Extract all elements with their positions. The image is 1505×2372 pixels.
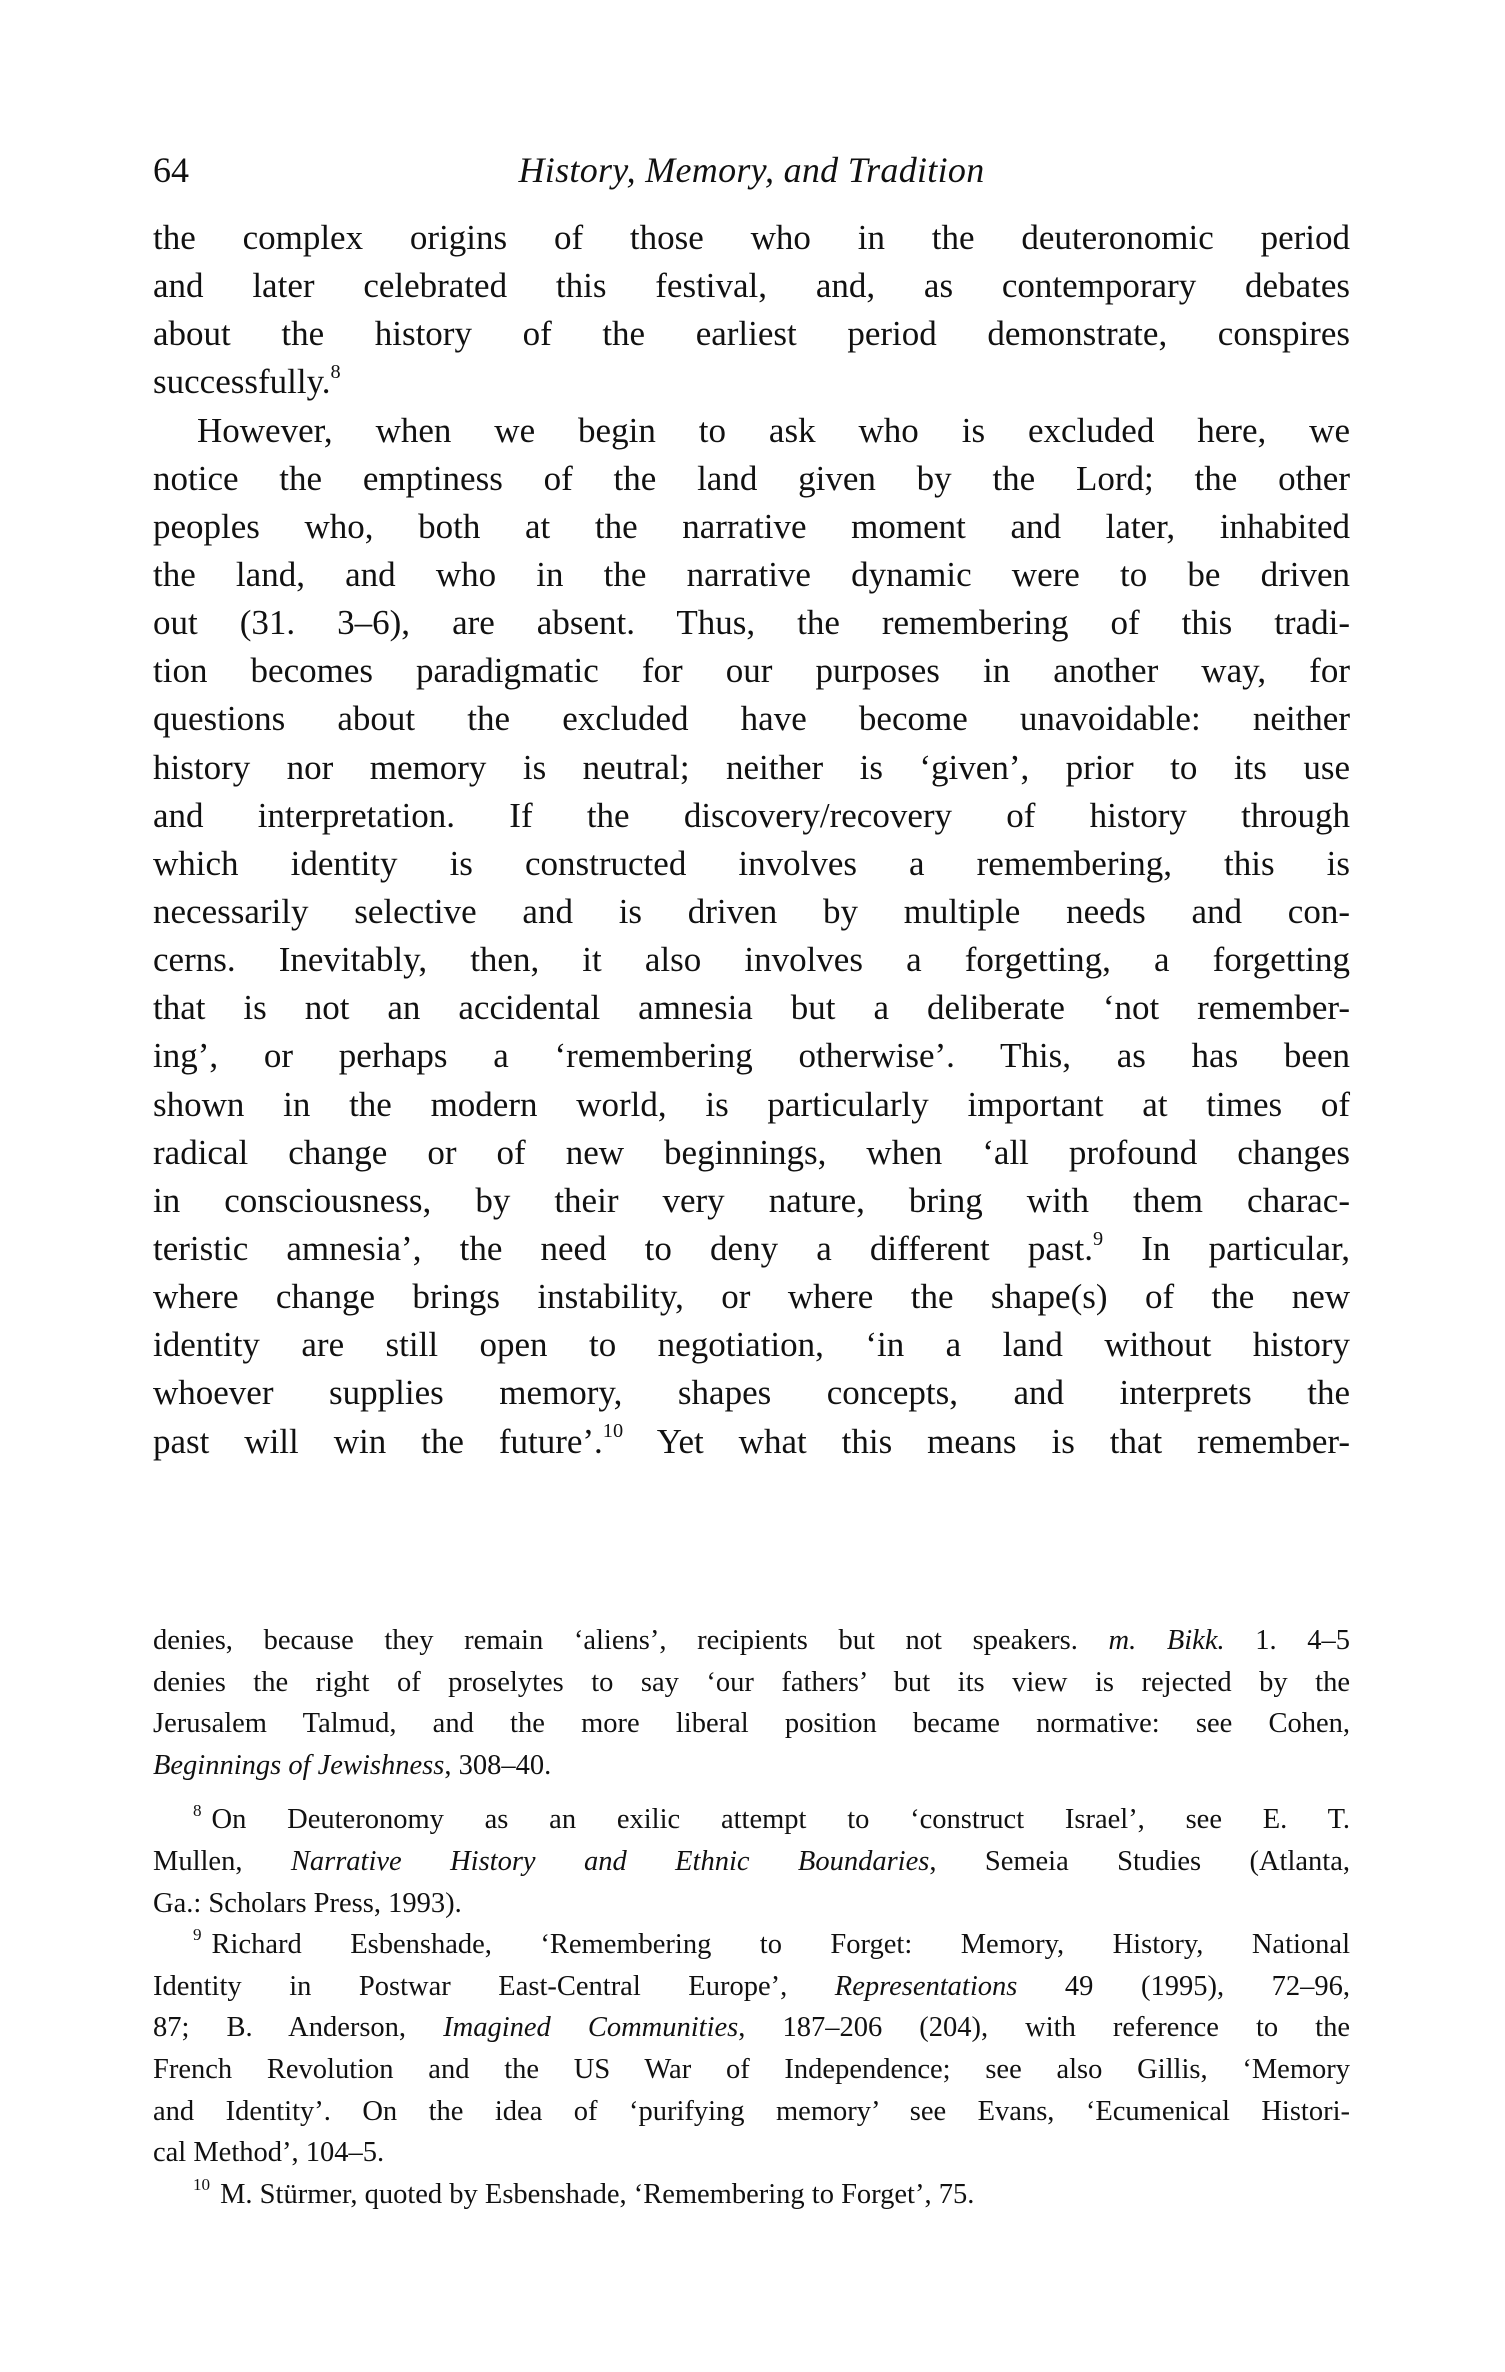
text-run: M. Stürmer, quoted by Esbenshade, ‘Remembering to Forget’, 75. bbox=[220, 2178, 975, 2210]
footnote-line bbox=[153, 1745, 1350, 1787]
body-line bbox=[153, 1369, 1350, 1417]
body-line bbox=[153, 1081, 1350, 1129]
text-run: 1. 4–5 bbox=[1224, 1625, 1350, 1656]
footnote-ref: 9 bbox=[193, 1925, 202, 1945]
italic-title: Imagined Communities bbox=[443, 2012, 739, 2044]
text-run: Yet what this means is that remember- bbox=[623, 1421, 1350, 1461]
text-run: where change brings instability, or where the shape(s) of the new bbox=[153, 1277, 1350, 1317]
text-run: and later celebrated this festival, and, as contemporary debates bbox=[153, 266, 1350, 306]
body-line bbox=[153, 214, 1350, 262]
text-run: and Identity’. On the idea of ‘purifying memory’ see Evans, ‘Ecumenical Histori- bbox=[153, 2095, 1350, 2127]
text-run: questions about the excluded have become unavoidable: neither bbox=[153, 699, 1350, 739]
text-run: 49 (1995), 72–96, bbox=[1017, 1970, 1350, 2002]
text-run: 87; B. Anderson, bbox=[153, 2012, 444, 2044]
footnote-line bbox=[153, 1662, 1350, 1704]
text-run: which identity is constructed involves a remembering, this is bbox=[153, 843, 1350, 883]
body-line bbox=[153, 262, 1350, 310]
italic-title: Narrative History and Ethnic Boundaries bbox=[290, 1845, 930, 1877]
body-line bbox=[153, 407, 1350, 455]
text-run: Richard Esbenshade, ‘Remembering to Forget: Memory, History, National bbox=[211, 1929, 1350, 1961]
footnote-line bbox=[153, 2174, 1350, 2216]
footnote-9 bbox=[153, 1924, 1350, 2174]
text-run: cerns. Inevitably, then, it also involves a forgetting, a forgetting bbox=[153, 940, 1350, 980]
footnote-ref: 10 bbox=[602, 1420, 624, 1443]
footnote-continued bbox=[153, 1620, 1350, 1786]
text-run: identity are still open to negotiation, ‘in a land without history bbox=[153, 1325, 1350, 1365]
body-line bbox=[153, 1129, 1350, 1177]
text-run: denies, because they remain ‘aliens’, recipients but not speakers. bbox=[153, 1625, 1109, 1656]
text-run: However, when we begin to ask who is excluded here, we bbox=[197, 410, 1350, 450]
footnote-line bbox=[153, 1924, 1350, 1966]
footnote-spacer bbox=[153, 1786, 1350, 1799]
text-run: radical change or of new beginnings, when ‘all profound changes bbox=[153, 1132, 1350, 1172]
text-run: out (31. 3–6), are absent. Thus, the remembering of this tradi- bbox=[153, 603, 1350, 643]
body-text bbox=[153, 214, 1350, 1466]
text-run: denies the right of proselytes to say ‘our fathers’ but its view is rejected by the bbox=[153, 1666, 1350, 1698]
body-line bbox=[153, 1273, 1350, 1321]
body-line bbox=[153, 840, 1350, 888]
text-run: necessarily selective and is driven by multiple needs and con- bbox=[153, 891, 1350, 931]
text-run: Jerusalem Talmud, and the more liberal position became normative: see Cohen, bbox=[153, 1708, 1350, 1740]
text-run: successfully. bbox=[153, 362, 331, 402]
italic-title: Representations bbox=[834, 1970, 1018, 2002]
body-line bbox=[153, 310, 1350, 358]
body-line bbox=[153, 888, 1350, 936]
footnote-line bbox=[153, 1966, 1350, 2008]
running-head bbox=[153, 148, 1350, 192]
body-line bbox=[153, 695, 1350, 743]
text-run: cal Method’, 104–5. bbox=[153, 2137, 385, 2169]
body-line bbox=[153, 1321, 1350, 1369]
footnote-line bbox=[153, 1799, 1350, 1841]
text-run: notice the emptiness of the land given by the Lord; the other bbox=[153, 458, 1350, 498]
text-run: , 187–206 (204), with reference to the bbox=[738, 2012, 1350, 2044]
body-line bbox=[153, 936, 1350, 984]
text-run: that is not an accidental amnesia but a deliberate ‘not remember- bbox=[153, 988, 1350, 1028]
footnotes bbox=[153, 1620, 1350, 2215]
text-run: whoever supplies memory, shapes concepts, and interprets the bbox=[153, 1373, 1350, 1413]
body-line bbox=[153, 647, 1350, 695]
italic-title: Beginnings of Jewishness bbox=[153, 1749, 445, 1781]
text-run: peoples who, both at the narrative moment and later, inhabited bbox=[153, 506, 1350, 546]
text-run: , 308–40. bbox=[444, 1749, 552, 1781]
footnote-line bbox=[153, 1841, 1350, 1883]
footnote-line bbox=[153, 2049, 1350, 2091]
running-head-title: History, Memory, and Tradition bbox=[518, 150, 985, 190]
text-run: shown in the modern world, is particularly important at times of bbox=[153, 1084, 1350, 1124]
text-run: In particular, bbox=[1103, 1228, 1351, 1268]
text-run: On Deuteronomy as an exilic attempt to ‘construct Israel’, see E. T. bbox=[211, 1804, 1350, 1836]
body-line bbox=[153, 1225, 1350, 1273]
text-run: French Revolution and the US War of Independence; see also Gillis, ‘Memory bbox=[153, 2053, 1350, 2085]
text-run: , Semeia Studies (Atlanta, bbox=[929, 1845, 1350, 1877]
footnote-ref: 8 bbox=[193, 1800, 202, 1820]
footnote-line bbox=[153, 2007, 1350, 2049]
text-run: Ga.: Scholars Press, 1993). bbox=[153, 1887, 462, 1919]
footnote-line bbox=[153, 1883, 1350, 1925]
text-run: the complex origins of those who in the deuteronomic period bbox=[153, 218, 1350, 257]
footnote-8 bbox=[153, 1799, 1350, 1924]
text-run: history nor memory is neutral; neither is ‘given’, prior to its use bbox=[153, 747, 1350, 787]
body-line bbox=[153, 792, 1350, 840]
body-line bbox=[153, 1032, 1350, 1080]
body-line bbox=[153, 984, 1350, 1032]
text-run: ing’, or perhaps a ‘remembering otherwise’. This, as has been bbox=[153, 1036, 1350, 1076]
page-number: 64 bbox=[153, 150, 189, 190]
footnote-ref: 10 bbox=[193, 2174, 211, 2194]
text-run: Mullen, bbox=[153, 1845, 291, 1877]
body-line bbox=[153, 455, 1350, 503]
text-run: teristic amnesia’, the need to deny a different past. bbox=[153, 1228, 1093, 1268]
footnote-line bbox=[153, 1703, 1350, 1745]
text-run: about the history of the earliest period demonstrate, conspires bbox=[153, 314, 1350, 354]
text-run: Identity in Postwar East-Central Europe’, bbox=[153, 1970, 835, 2002]
footnote-ref: 8 bbox=[330, 361, 341, 384]
body-line bbox=[153, 503, 1350, 551]
footnote-ref: 9 bbox=[1093, 1227, 1104, 1250]
text-run: in consciousness, by their very nature, bring with them charac- bbox=[153, 1180, 1350, 1220]
body-line bbox=[153, 1418, 1350, 1466]
body-line bbox=[153, 551, 1350, 599]
italic-title: m. Bikk. bbox=[1108, 1625, 1225, 1656]
footnote-line bbox=[153, 2132, 1350, 2174]
body-line bbox=[153, 744, 1350, 792]
text-run: past will win the future’. bbox=[153, 1421, 603, 1461]
body-line bbox=[153, 599, 1350, 647]
text-run: and interpretation. If the discovery/recovery of history through bbox=[153, 795, 1350, 835]
footnote-line bbox=[153, 1620, 1350, 1662]
text-run: the land, and who in the narrative dynamic were to be driven bbox=[153, 554, 1350, 594]
text-run: tion becomes paradigmatic for our purposes in another way, for bbox=[153, 651, 1350, 691]
body-line bbox=[153, 1177, 1350, 1225]
footnote-10 bbox=[153, 2174, 1350, 2216]
body-line bbox=[153, 358, 1350, 406]
footnote-line bbox=[153, 2091, 1350, 2133]
